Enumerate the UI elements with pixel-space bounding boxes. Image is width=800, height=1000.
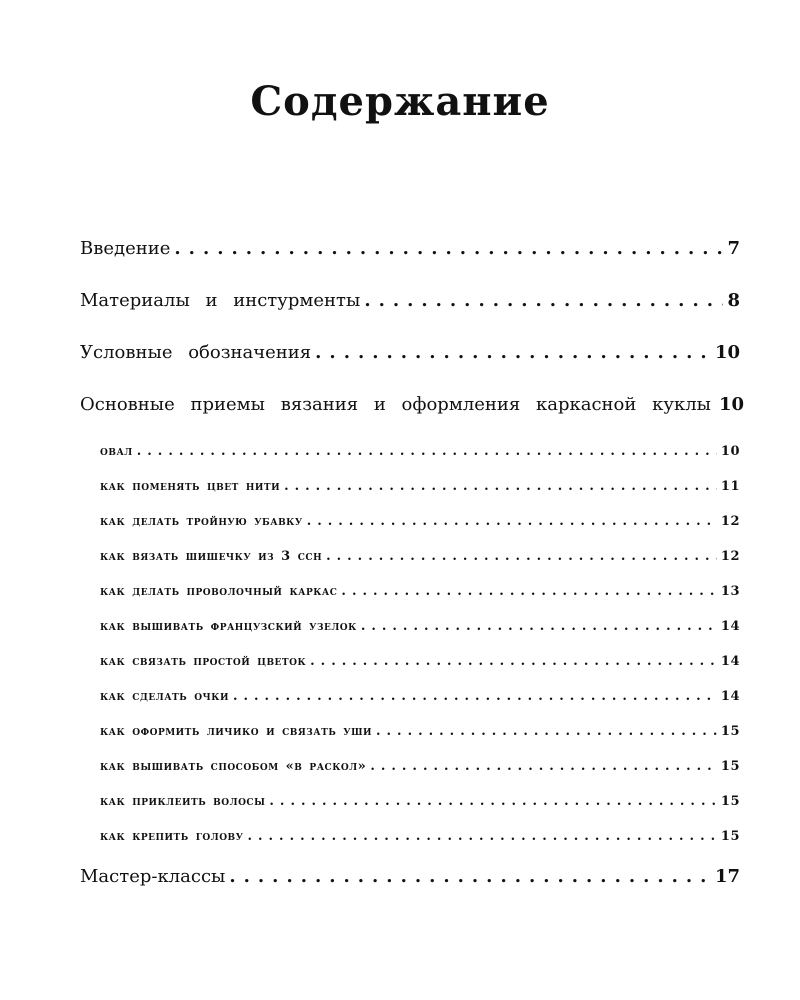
toc-subentry-page: 15	[720, 794, 740, 809]
dot-leader	[310, 654, 717, 669]
toc-subentry-label: овал	[100, 444, 133, 459]
dot-leader	[341, 584, 716, 599]
toc-subentry-page: 15	[720, 724, 740, 739]
dot-leader	[315, 342, 711, 363]
toc-subentry-label: как вышивать способом «в раскол»	[100, 759, 367, 774]
toc-entry-page: 17	[714, 866, 740, 887]
dot-leader	[247, 829, 716, 844]
toc-entry-label: Основные приемы вязания и оформления каркасной куклы	[80, 394, 711, 415]
toc-subentry-label: как поменять цвет нити	[100, 479, 281, 494]
dot-leader	[174, 238, 723, 259]
toc-subentry[interactable]	[100, 479, 740, 494]
toc-subentry-label: как сделать очки	[100, 689, 229, 704]
toc-entry-page: 10	[714, 342, 740, 363]
dot-leader	[137, 444, 717, 459]
toc-subentry[interactable]	[100, 794, 740, 809]
dot-leader	[307, 514, 717, 529]
toc-subentry-label: как вышивать французский узелок	[100, 619, 357, 634]
toc-subentry[interactable]	[100, 619, 740, 634]
dot-leader	[376, 724, 717, 739]
toc-subentry-label: как крепить голову	[100, 829, 244, 844]
toc-entry[interactable]	[80, 290, 740, 311]
toc-subentry[interactable]	[100, 514, 740, 529]
toc-subentry-page: 12	[720, 514, 740, 529]
toc-entry-page: 7	[727, 238, 740, 259]
toc-subentry-label: как вязать шишечку из 3 ссн	[100, 549, 323, 564]
toc-entry-page: 8	[727, 290, 740, 311]
toc-entry-label: Мастер-классы	[80, 866, 226, 887]
toc-subentry-page: 12	[720, 549, 740, 564]
toc-subentry-page: 14	[720, 689, 740, 704]
toc-subentry-label: как связать простой цветок	[100, 654, 307, 669]
toc-subentry[interactable]	[100, 724, 740, 739]
toc-subentry[interactable]	[100, 829, 740, 844]
toc-subentry[interactable]	[100, 584, 740, 599]
toc-subentry[interactable]	[100, 654, 740, 669]
toc-subentry[interactable]	[100, 549, 740, 564]
toc-subentry-label: как делать тройную убавку	[100, 514, 303, 529]
dot-leader	[364, 290, 723, 311]
dot-leader	[284, 479, 717, 494]
toc-subentry-label: как оформить личико и связать уши	[100, 724, 372, 739]
dot-leader	[269, 794, 717, 809]
toc-entry-label: Условные обозначения	[80, 342, 312, 363]
toc-subentry-label: как приклеить волосы	[100, 794, 266, 809]
toc-entry-label: Материалы и инстурменты	[80, 290, 361, 311]
dot-leader	[229, 866, 711, 887]
dot-leader	[370, 759, 717, 774]
toc-entry[interactable]	[80, 238, 740, 259]
toc-entry-label: Введение	[80, 238, 171, 259]
toc-entry[interactable]	[80, 394, 745, 415]
toc-subentry-page: 14	[720, 654, 740, 669]
toc-subentry-label: как делать проволочный каркас	[100, 584, 338, 599]
dot-leader	[326, 549, 717, 564]
toc-subentry[interactable]	[100, 759, 740, 774]
toc-subentry-page: 15	[720, 829, 740, 844]
toc-subentry-page: 13	[720, 584, 740, 599]
page-title: Содержание	[250, 78, 550, 125]
toc-subentry-page: 15	[720, 759, 740, 774]
toc-entry-page: 10	[718, 394, 745, 415]
toc-subentry-page: 10	[720, 444, 740, 459]
dot-leader	[361, 619, 717, 634]
toc-subentry-page: 11	[720, 479, 740, 494]
toc-subentry[interactable]	[100, 689, 740, 704]
toc-entry[interactable]	[80, 866, 740, 887]
toc-entry[interactable]	[80, 342, 740, 363]
dot-leader	[233, 689, 717, 704]
toc-subentry[interactable]	[100, 444, 740, 459]
toc-subentry-page: 14	[720, 619, 740, 634]
